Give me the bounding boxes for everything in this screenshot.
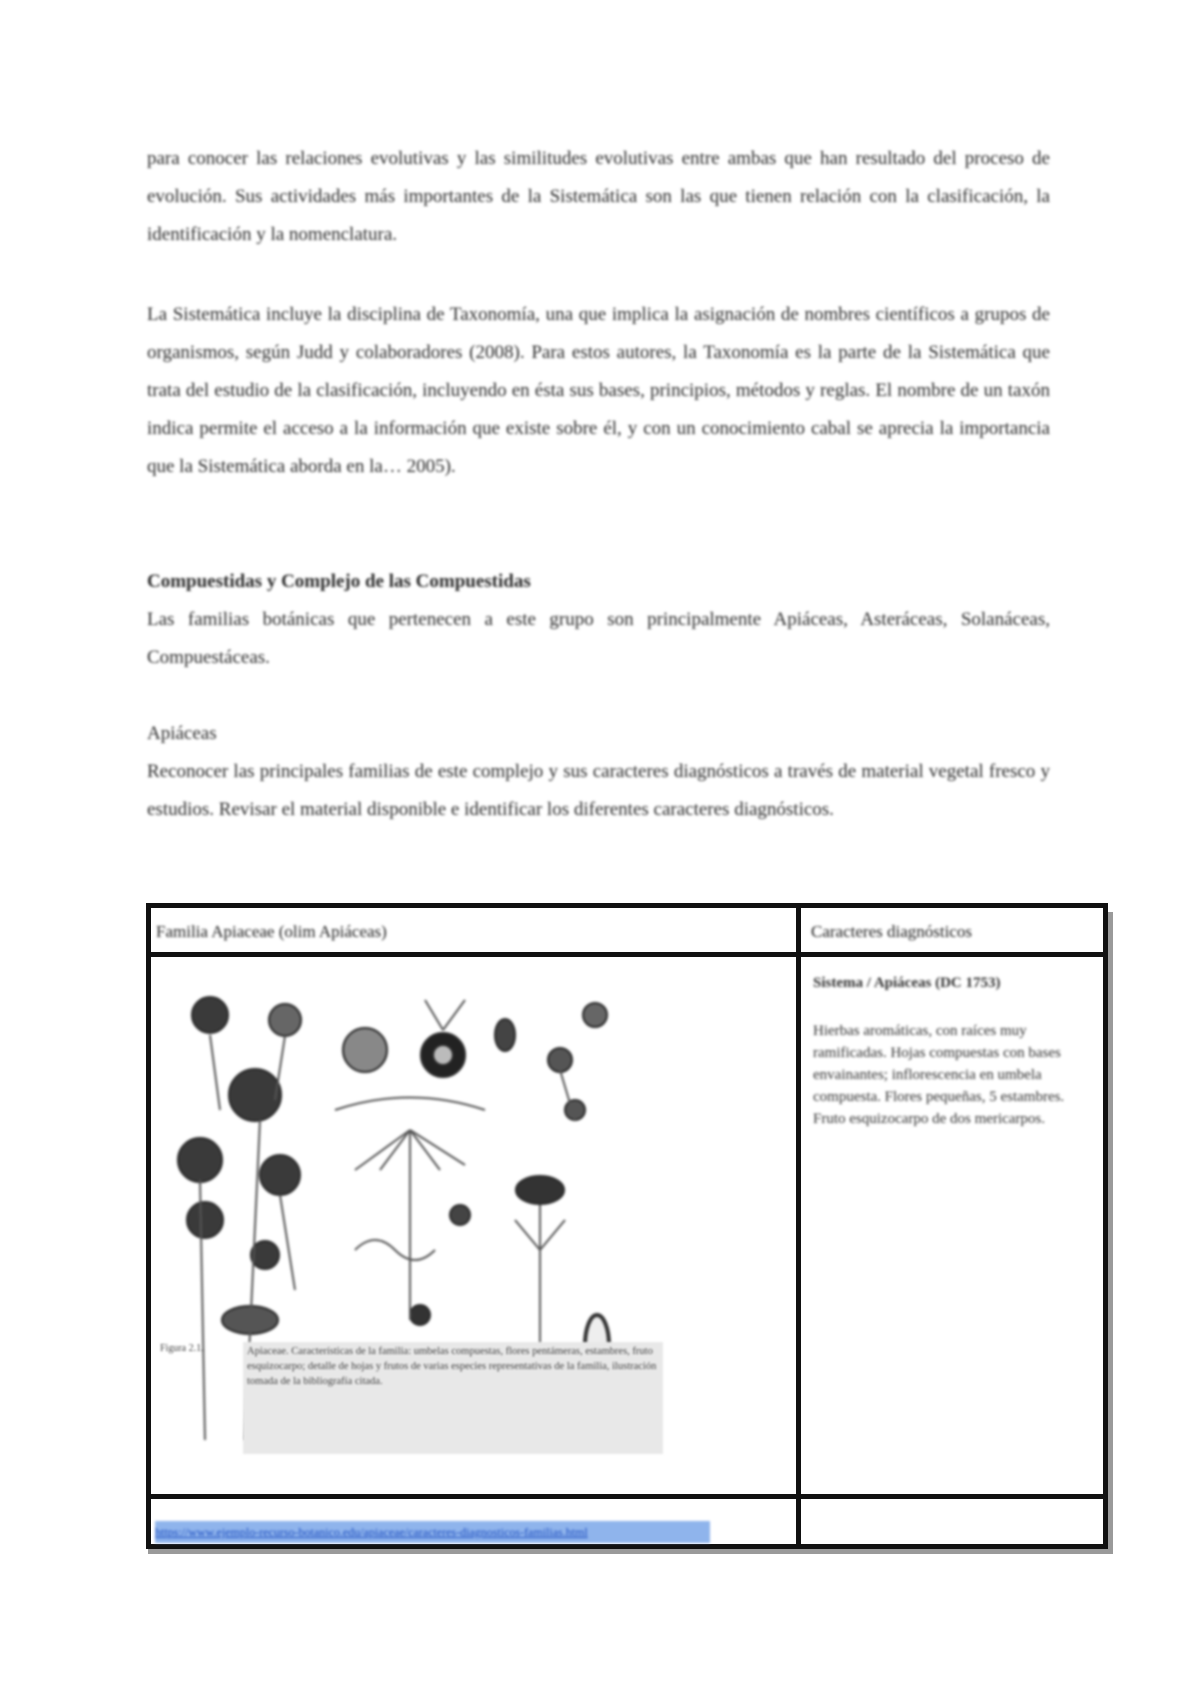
- table-border-top: [146, 903, 1108, 908]
- table-shadow-right: [1108, 912, 1113, 1552]
- side-description: Hierbas aromáticas, con raíces muy ramificadas. Hojas compuestas con bases envainantes; inflorescencia en umbela compuesta. Flores pequeñas, 5 estambres. Fruto esquizocarpo de dos mericarpos.: [813, 1023, 1065, 1127]
- table-header-left: Familia Apiaceae (olim Apiáceas): [156, 922, 387, 941]
- umbel-shape: [192, 997, 228, 1033]
- paragraph-objective: Reconocer las principales familias de este complejo y sus caracteres diagnósticos a través de material vegetal fresco y estudios. Revisar el material disponible e identificar los diferentes caracteres diagnósticos.: [147, 761, 1050, 820]
- section-heading-apiaceae: Apiáceas: [147, 723, 217, 744]
- table-header-right: Caracteres diagnósticos: [811, 922, 972, 941]
- side-title: Sistema / Apiáceas (DC 1753): [813, 975, 1001, 991]
- table-shadow-bottom: [148, 1549, 1113, 1554]
- table-header-divider: [146, 952, 1108, 957]
- paragraph-intro: para conocer las relaciones evolutivas y las similitudes evolutivas entre ambas que han resultado del proceso de evolución. Sus actividades más importantes de la Sistemática son las que tienen relación con la clasificación, la identificación y la nomenclatura.: [147, 148, 1050, 245]
- section-heading-complejo: Compuestidas y Complejo de las Compuestidas: [147, 571, 531, 592]
- table-border-right: [1103, 903, 1108, 1549]
- figure-label: Figura 2.1.: [160, 1343, 204, 1354]
- table-column-divider: [796, 903, 801, 1549]
- table-border-bottom: [146, 1544, 1108, 1549]
- paragraph-families: Las familias botánicas que pertenecen a este grupo son principalmente Apiáceas, Asteráceas, Solanáceas, Compuestáceas.: [147, 609, 1050, 668]
- table-row-divider: [146, 1494, 1108, 1499]
- figure-caption: Apiaceae. Características de la familia: umbelas compuestas, flores pentámeras, estambres, fruto esquizocarpo; detalle de hojas y frutos de varias especies representativas de la familia, ilustración tomada de la bibliografía citada.: [243, 1342, 663, 1454]
- paragraph-taxonomy: La Sistemática incluye la disciplina de Taxonomía, una que implica la asignación de nombres científicos a grupos de organismos, según Judd y colaboradores (2008). Para estos autores, la Taxonomía es la parte de la Sistemática que trata del estudio de la clasificación, incluyendo en ésta sus bases, principios, métodos y reglas. El nombre de un taxón indica permite el acceso a la información que existe sobre él, y con un conocimiento cabal se aprecia la importancia que la Sistemática aborda en la… 2005).: [147, 304, 1050, 477]
- reference-link[interactable]: https://www.ejemplo-recurso-botanico.edu/apiaceae/caracteres-diagnosticos-familias.html: [155, 1521, 710, 1543]
- table-border-left: [146, 903, 151, 1549]
